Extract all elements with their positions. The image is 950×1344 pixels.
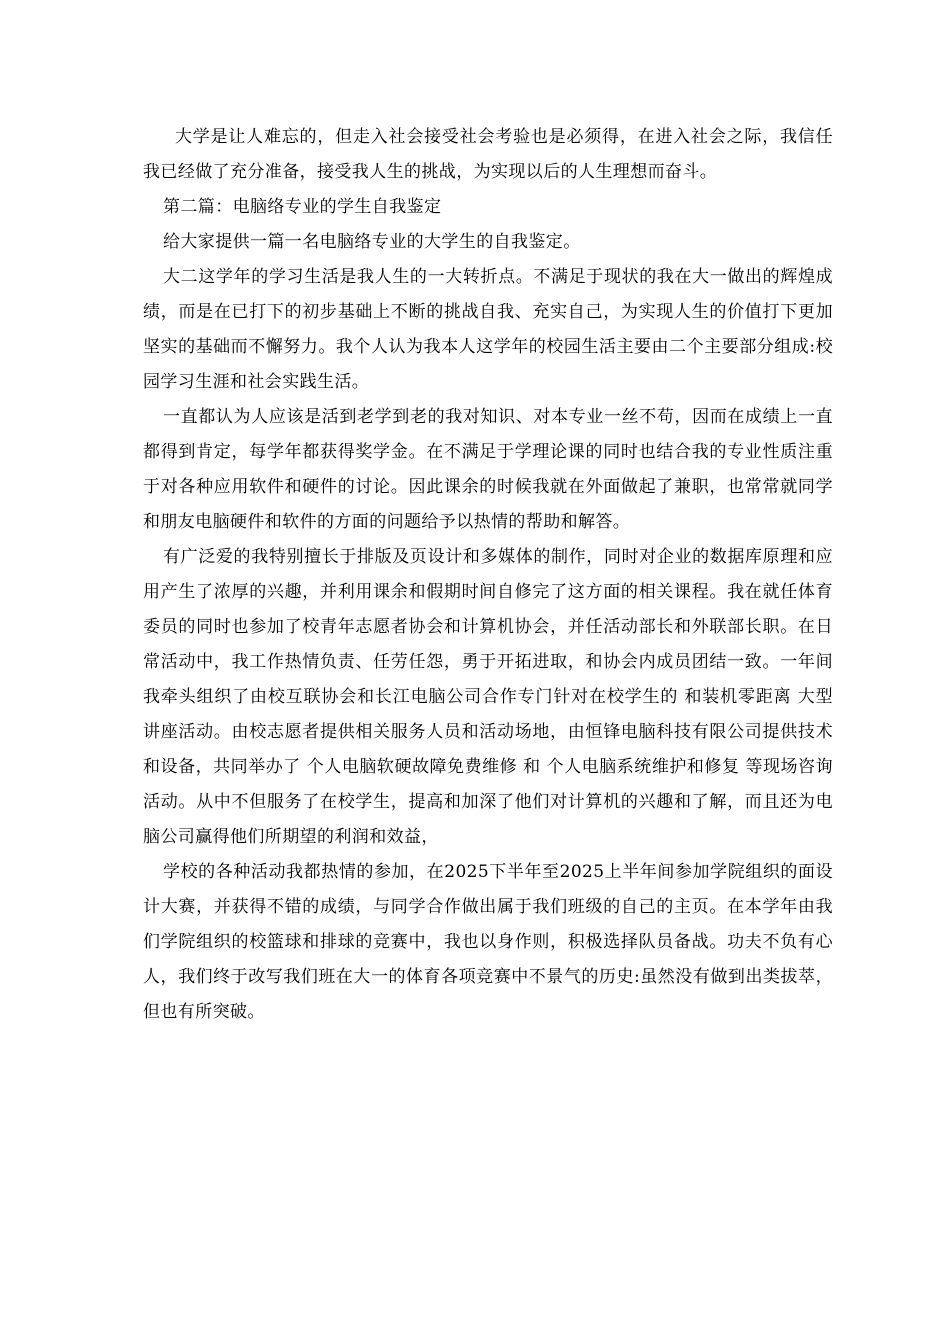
section-heading: 第二篇：电脑络专业的学生自我鉴定 [163, 197, 442, 217]
document-page [143, 120, 833, 1030]
paragraph-turning-point: 大二这学年的学习生活是我人生的一大转折点。不满足于现状的我在大一做出的辉煌成绩，而是在已打下的初步基础上不断的挑战自我、充实自己，为实现人生的价值打下更加坚实的基础而不懈努力。我个人认为我本人这学年的校园生活主要由二个主要部分组成:校园学习生涯和社会实践生活。 [143, 267, 833, 392]
paragraph-intro: 给大家提供一篇一名电脑络专业的大学生的自我鉴定。 [163, 232, 581, 252]
paragraph-activities: 有广泛爱的我特别擅长于排版及页设计和多媒体的制作，同时对企业的数据库原理和应用产生了浓厚的兴趣，并利用课余和假期时间自修完了这方面的相关课程。我在就任体育委员的同时也参加了校青年志愿者协会和计算机协会，并任活动部长和外联部长职。在日常活动中，我工作热情负责、任劳任怨，勇于开拓进取，和协会内成员团结一致。一年间我牵头组织了由校互联协会和长江电脑公司合作专门针对在校学生的 和装机零距离 大型讲座活动。由校志愿者提供相关服务人员和活动场地，由恒锋电脑科技有限公司提供技术和设备，共同举办了 个人电脑软硬故障免费维修 和 个人电脑系统维护和修复 等现场咨询活动。从中不但服务了在校学生，提高和加深了他们对计算机的兴趣和了解，而且还为电脑公司赢得他们所期望的利润和效益， [143, 547, 833, 847]
paragraph-school-events: 学校的各种活动我都热情的参加，在2025下半年至2025上半年间参加学院组织的面设计大赛，并获得不错的成绩，与同学合作做出属于我们班级的自己的主页。在本学年由我们学院组织的校篮球和排球的竞赛中，我也以身作则，积极选择队员备战。功夫不负有心人，我们终于改写我们班在大一的体育各项竞赛中不景气的历史:虽然没有做到出类拔萃，但也有所突破。 [143, 862, 833, 1022]
paragraph-conclusion: 大学是让人难忘的，但走入社会接受社会考验也是必须得，在进入社会之际，我信任我已经做了充分准备，接受我人生的挑战，为实现以后的人生理想而奋斗。 [143, 127, 833, 182]
paragraph-study: 一直都认为人应该是活到老学到老的我对知识、对本专业一丝不苟，因而在成绩上一直都得到肯定，每学年都获得奖学金。在不满足于学理论课的同时也结合我的专业性质注重于对各种应用软件和硬件的讨论。因此课余的时候我就在外面做起了兼职，也常常就同学和朋友电脑硬件和软件的方面的问题给予以热情的帮助和解答。 [143, 407, 833, 532]
